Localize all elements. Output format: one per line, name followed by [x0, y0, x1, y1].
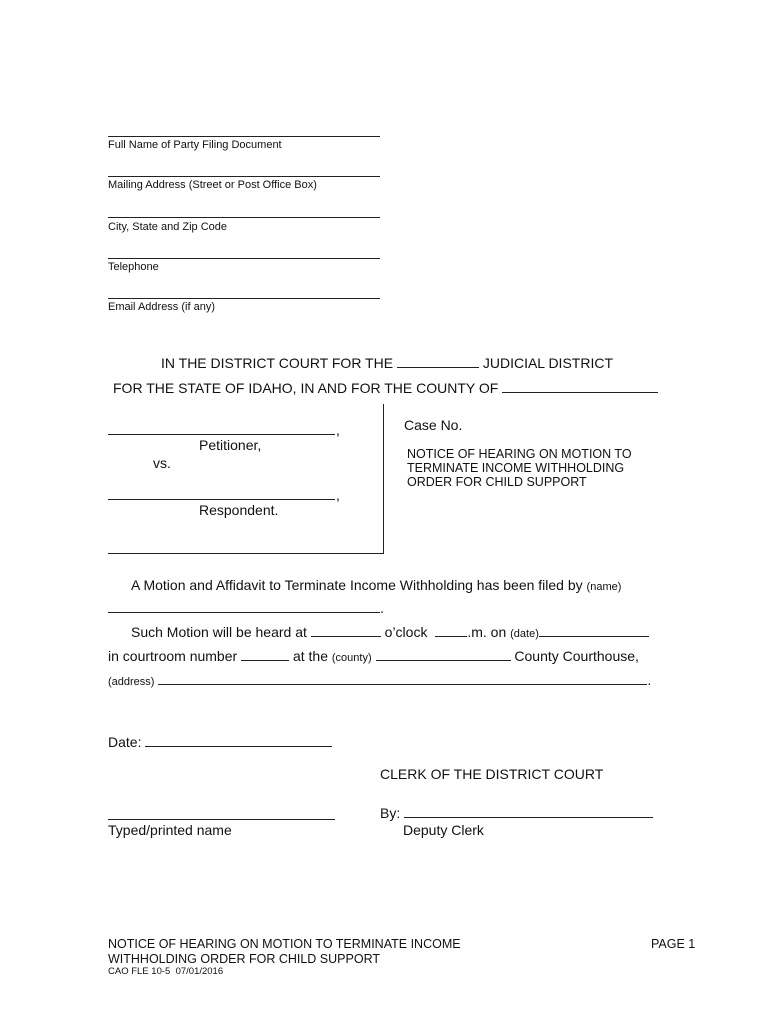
courtroom-row [108, 648, 639, 664]
filer-name-row [108, 600, 384, 616]
heard-at-text: Such Motion will be heard at [131, 624, 307, 640]
motion-filed-sentence [131, 577, 621, 593]
footer-title [108, 937, 461, 967]
respondent-comma: , [336, 487, 340, 503]
court-heading-line1 [161, 355, 613, 371]
email-line[interactable] [108, 298, 380, 299]
courtroom-text: in courtroom number [108, 648, 238, 664]
document-title-line: TERMINATE INCOME WITHHOLDING [407, 461, 625, 475]
footer-title-line1: NOTICE OF HEARING ON MOTION TO TERMINATE INCOME [108, 937, 461, 951]
form-code: CAO FLE 10-5 07/01/2016 [108, 966, 224, 977]
county-blank[interactable] [502, 380, 658, 393]
case-number-label: Case No. [404, 417, 463, 433]
full-name-line[interactable] [108, 136, 380, 137]
m-on-text: .m. on [467, 624, 507, 640]
by-label: By: [380, 805, 401, 821]
petitioner-comma: , [336, 422, 340, 438]
caption-divider-bottom [108, 553, 384, 554]
am-pm-blank[interactable] [435, 624, 467, 637]
hearing-time-row [131, 624, 649, 640]
respondent-label: Respondent. [199, 502, 279, 518]
clerk-signature-blank[interactable] [404, 805, 653, 818]
oclock-text: o’clock [384, 624, 428, 640]
motion-filed-text: A Motion and Affidavit to Terminate Income Withholding has been filed by [131, 577, 583, 593]
page-number: PAGE 1 [651, 937, 696, 951]
mailing-address-line[interactable] [108, 176, 380, 177]
clerk-title: CLERK OF THE DISTRICT COURT [380, 766, 604, 782]
petitioner-name-line[interactable] [108, 434, 335, 435]
signature-date-blank[interactable] [145, 734, 332, 747]
courtroom-number-blank[interactable] [241, 648, 289, 661]
at-the-text: at the [292, 648, 328, 664]
address-hint: (address) [108, 676, 155, 688]
name-hint: (name) [586, 581, 622, 593]
state-county-text: FOR THE STATE OF IDAHO, IN AND FOR THE COUNTY OF [113, 380, 499, 396]
mailing-address-label: Mailing Address (Street or Post Office Box) [108, 179, 317, 191]
county-courthouse-text: County Courthouse, [514, 648, 639, 664]
city-state-zip-line[interactable] [108, 217, 380, 218]
judicial-district-blank[interactable] [397, 355, 479, 368]
address-row [108, 672, 651, 688]
date-row [108, 734, 332, 750]
filer-name-period: . [380, 600, 384, 616]
court-heading-prefix: IN THE DISTRICT COURT FOR THE [161, 355, 394, 371]
court-heading-suffix: JUDICIAL DISTRICT [482, 355, 613, 371]
city-state-zip-label: City, State and Zip Code [108, 221, 228, 233]
telephone-label: Telephone [108, 261, 159, 273]
courthouse-address-blank[interactable] [158, 672, 647, 685]
by-row [380, 805, 653, 821]
date-hint: (date) [510, 628, 539, 640]
date-label: Date: [108, 734, 142, 750]
versus-label: vs. [153, 455, 171, 471]
typed-name-line[interactable] [108, 819, 335, 820]
hearing-hour-blank[interactable] [311, 624, 381, 637]
footer-title-line2: WITHHOLDING ORDER FOR CHILD SUPPORT [108, 952, 381, 966]
typed-name-label: Typed/printed name [108, 822, 232, 838]
address-period: . [647, 672, 652, 688]
document-title-line: ORDER FOR CHILD SUPPORT [407, 475, 587, 489]
filer-name-blank[interactable] [108, 600, 380, 613]
document-title [407, 447, 632, 489]
caption-divider-vertical [383, 404, 384, 554]
document-title-line: NOTICE OF HEARING ON MOTION TO [407, 447, 632, 461]
respondent-name-line[interactable] [108, 499, 335, 500]
full-name-label: Full Name of Party Filing Document [108, 139, 282, 151]
courthouse-county-blank[interactable] [376, 648, 511, 661]
hearing-date-blank[interactable] [539, 624, 649, 637]
deputy-clerk-label: Deputy Clerk [403, 822, 484, 838]
telephone-line[interactable] [108, 258, 380, 259]
court-heading-line2 [113, 380, 658, 396]
email-label: Email Address (if any) [108, 301, 215, 313]
county-hint: (county) [331, 652, 372, 664]
petitioner-label: Petitioner, [199, 437, 262, 453]
